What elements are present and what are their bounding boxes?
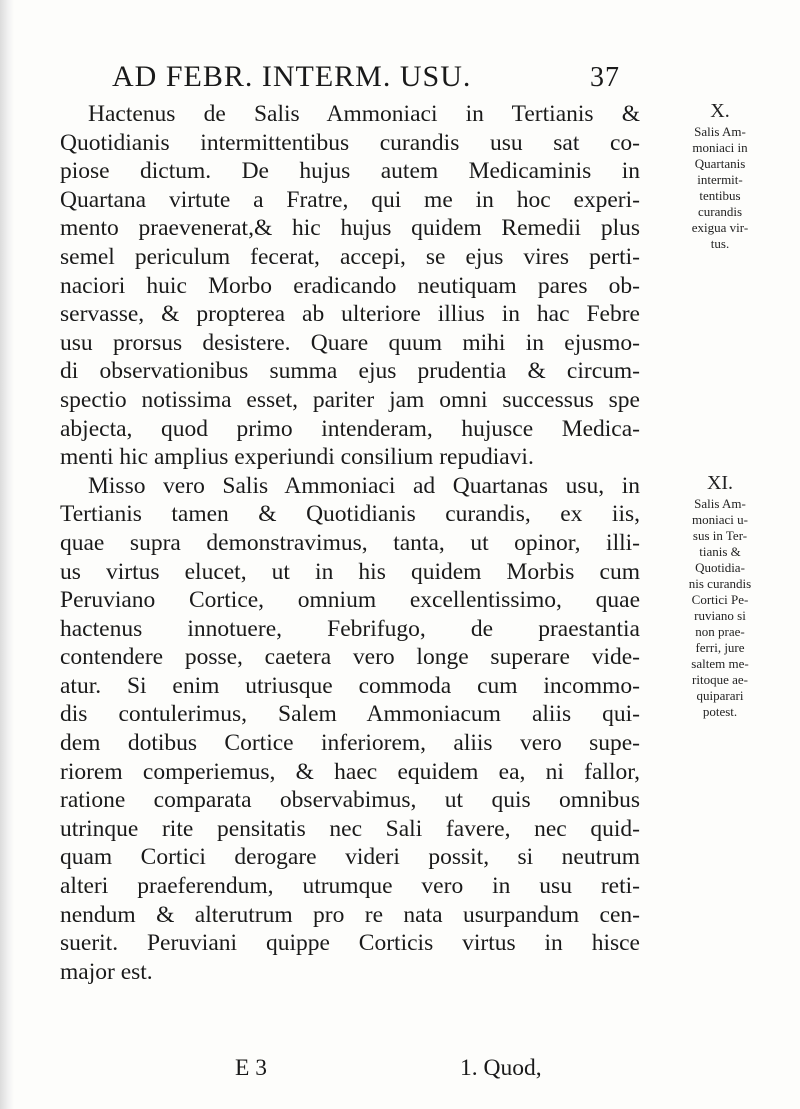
text-line: suerit. Peruviani quippe Corticis virtus in hisce (60, 930, 640, 957)
text-line: Misso vero Salis Ammoniaci ad Quartanas usu, in (88, 472, 640, 499)
note-line: Quotidia- (695, 560, 745, 575)
text-line: major est. (60, 958, 153, 985)
page-footer (60, 1055, 640, 1087)
note-line: ritoque ae- (692, 672, 748, 687)
note-line: tus. (710, 236, 730, 251)
running-header (112, 60, 620, 100)
note-line: tianis & (699, 544, 741, 559)
margin-note-x (650, 100, 790, 252)
note-line: sus in Ter- (692, 528, 748, 543)
note-line: nis curandis (688, 576, 752, 591)
running-title: AD FEBR. INTERM. USU. (112, 60, 472, 93)
section-number: X. (710, 100, 730, 122)
note-line: non prae- (695, 624, 745, 639)
text-line: abjecta, quod primo intenderam, hujusce Medica- (60, 415, 640, 442)
note-line: moniaci in (692, 140, 748, 155)
text-line: servasse, & propterea ab ulteriore illius in hac Febre (60, 301, 640, 328)
text-line: usu prorsus desistere. Quare quum mihi in ejusmo- (60, 329, 640, 356)
text-line: Quartana virtute a Fratre, qui me in hoc experi- (60, 186, 640, 213)
text-line: dis contulerimus, Salem Ammoniacum aliis qui- (60, 701, 640, 728)
text-line: contendere posse, caetera vero longe superare vide- (60, 644, 640, 671)
note-line: curandis (697, 204, 743, 219)
text-line: quae supra demonstravimus, tanta, ut opinor, illi- (60, 529, 640, 556)
text-line: naciori huic Morbo eradicando neutiquam pares ob- (60, 272, 640, 299)
main-text (60, 100, 640, 986)
text-line: mento praevenerat,& hic hujus quidem Remedii plus (60, 215, 640, 242)
note-line: ferri, jure (695, 640, 745, 655)
note-line: Salis Am- (694, 496, 746, 511)
text-line: menti hic amplius experiundi consilium repudiavi. (60, 444, 534, 471)
note-line: exigua vir- (691, 220, 749, 235)
text-line: ratione comparata observabimus, ut quis omnibus (60, 787, 640, 814)
section-number: XI. (706, 472, 734, 494)
text-line: Hactenus de Salis Ammoniaci in Tertianis & (88, 101, 640, 127)
note-line: Cortici Pe- (691, 592, 749, 607)
text-line: quam Cortici derogare videri possit, si neutrum (60, 844, 640, 871)
text-line: nendum & alterutrum pro re nata usurpandum cen- (60, 901, 640, 928)
note-line: intermit- (697, 172, 743, 187)
text-line: spectio notissima esset, pariter jam omni successus spe (60, 386, 640, 413)
note-line: quiparari (696, 688, 744, 703)
text-line: alteri praeferendum, utrumque vero in usu reti- (60, 873, 640, 900)
text-line: Quotidianis intermittentibus curandis usu sat co- (60, 129, 640, 156)
page-gutter (0, 0, 14, 1109)
margin-note-xi (650, 472, 790, 720)
text-line: us virtus elucet, ut in his quidem Morbis cum (60, 558, 640, 585)
text-line: Peruviano Cortice, omnium excellentissimo, quae (60, 587, 640, 614)
note-line: potest. (702, 704, 738, 719)
text-line: utrinque rite pensitatis nec Sali favere, nec quid- (60, 815, 640, 842)
text-line: atur. Si enim utriusque commoda cum incommo- (60, 672, 640, 699)
page-number: 37 (590, 62, 620, 93)
note-line: saltem me- (691, 656, 749, 671)
text-line: dem dotibus Cortice inferiorem, aliis vero supe- (60, 730, 640, 757)
text-line: di observationibus summa ejus prudentia & circum- (60, 358, 640, 385)
note-line: Salis Am- (694, 124, 746, 139)
signature-mark: E 3 (235, 1055, 267, 1081)
note-line: Quartanis (694, 156, 746, 171)
text-line: semel periculum fecerat, accepi, se ejus vires perti- (60, 243, 640, 270)
text-line: riorem comperiemus, & haec equidem ea, ni fallor, (60, 758, 640, 785)
text-line: Tertianis tamen & Quotidianis curandis, ex iis, (60, 501, 640, 528)
note-line: ruviano si (694, 608, 746, 623)
catchword: 1. Quod, (460, 1055, 542, 1081)
note-line: tentibus (699, 188, 741, 203)
note-line: moniaci u- (692, 512, 748, 527)
text-line: hactenus innotuere, Febrifugo, de praestantia (60, 615, 640, 642)
text-line: piose dictum. De hujus autem Medicaminis in (60, 158, 640, 185)
